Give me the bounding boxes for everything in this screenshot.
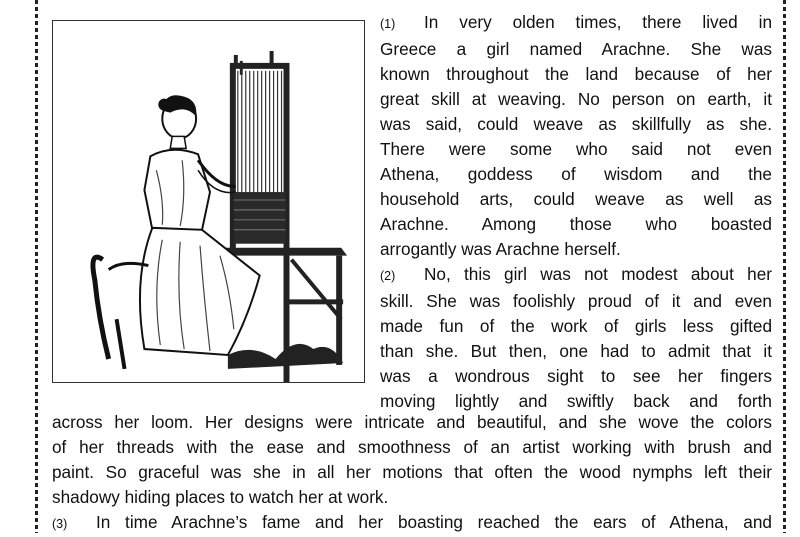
- text-line: was said, could weave as skillfully as she.: [380, 114, 772, 134]
- text-line: Arachne. Among those who boasted: [380, 214, 772, 234]
- paragraph-number: (3): [52, 517, 68, 531]
- paragraph-1: (1) In very olden times, there lived in Greece a girl named Arachne. She was known throughout the land because of her great skill at weaving. No person on earth, it was said, could weave as skillfully as she. There were some who said not even Athena, goddess of wisdom and the household arts, could weave as well as Arachne. Among those who boasted arrogantly was Arachne herself. (2) No, this girl was not modest about her skill. She was foolishly proud of it and even made fun of the work of girls less gifted than she. But then, one had to admit that it was a wondrous sight to see her fingers moving lightly and swiftly back and forth: [380, 10, 772, 414]
- text-line: Athena, goddess of wisdom and the: [380, 164, 772, 184]
- woman-at-loom-image: [53, 21, 364, 382]
- right-dashed-border: [783, 0, 786, 533]
- text-line: There were some who said not even: [380, 139, 772, 159]
- text-line: skill. She was foolishly proud of it and even: [380, 291, 772, 311]
- text-line: made fun of the work of girls less gifted: [380, 316, 772, 336]
- text-line: than she. But then, one had to admit that it: [380, 341, 772, 361]
- text-line: across her loom. Her designs were intricate and beautiful, and she wove the colors: [52, 412, 772, 432]
- paragraph-3: (3) In time Arachne’s fame and her boasting reached the ears of Athena, and: [52, 510, 772, 537]
- text-line: great skill at weaving. No person on earth, it: [380, 89, 772, 109]
- text-line: shadowy hiding places to watch her at work.: [52, 487, 389, 507]
- text-line: Greece a girl named Arachne. She was: [380, 39, 772, 59]
- text-line: paint. So graceful was she in all her motions that often the wood nymphs left their: [52, 462, 772, 482]
- text-line: moving lightly and swiftly back and forth: [380, 391, 772, 411]
- paragraph-2: (2) No, this girl was not modest about her: [380, 262, 772, 289]
- text-line: household arts, could weave as well as: [380, 189, 772, 209]
- text-line: of her threads with the ease and smoothness of an artist working with brush and: [52, 437, 772, 457]
- paragraph-number: (2): [380, 269, 396, 283]
- arachne-weaving-illustration: [52, 20, 365, 383]
- paragraph-2-continued: [52, 410, 772, 537]
- text-line: was a wondrous sight to see her fingers: [380, 366, 772, 386]
- text-line: arrogantly was Arachne herself.: [380, 239, 621, 259]
- left-dashed-border: [35, 0, 38, 533]
- paragraph-number: (1): [380, 17, 396, 31]
- text-line: known throughout the land because of her: [380, 64, 772, 84]
